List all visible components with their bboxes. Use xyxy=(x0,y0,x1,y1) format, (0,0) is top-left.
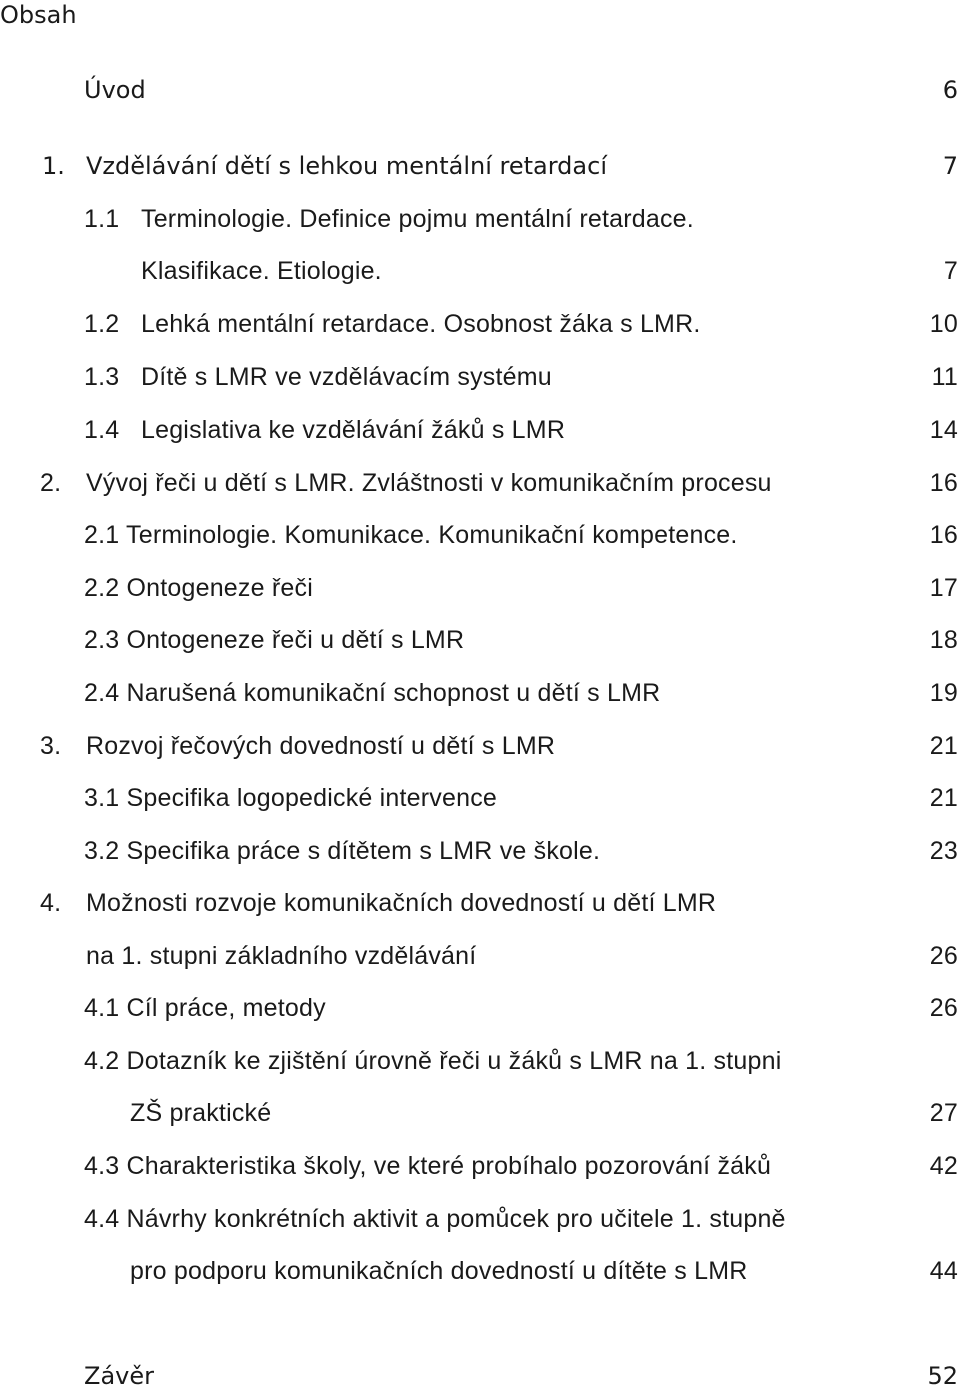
toc-entry-4-4-continued[interactable] xyxy=(0,1251,960,1291)
toc-title-continued: na 1. stupni základního vzdělávání xyxy=(86,942,477,970)
toc-entry-3-1[interactable] xyxy=(0,778,960,818)
toc-page-number: 23 xyxy=(929,837,958,865)
toc-entry-chapter-4[interactable] xyxy=(0,883,960,923)
toc-title: 2.2 Ontogeneze řeči xyxy=(84,574,313,602)
toc-entry-chapter-3[interactable] xyxy=(0,726,960,766)
toc-entry-chapter-4-continued[interactable] xyxy=(0,936,960,976)
toc-title: 4.4 Návrhy konkrétních aktivit a pomůcek pro učitele 1. stupně xyxy=(84,1205,786,1233)
toc-title: Legislativa ke vzdělávání žáků s LMR xyxy=(141,416,566,444)
toc-page-number: 16 xyxy=(929,521,958,549)
toc-entry-2-3[interactable] xyxy=(0,620,960,660)
toc-page-number: 16 xyxy=(929,469,958,497)
toc-title: 2.3 Ontogeneze řeči u dětí s LMR xyxy=(84,626,465,654)
toc-title: Vývoj řeči u dětí s LMR. Zvláštnosti v komunikačním procesu xyxy=(86,469,772,497)
toc-number: 1.4 xyxy=(84,416,120,444)
toc-entry-4-1[interactable] xyxy=(0,988,960,1028)
toc-entry-intro[interactable] xyxy=(0,70,960,110)
toc-entry-1-4[interactable] xyxy=(0,410,960,450)
toc-page-number: 26 xyxy=(929,942,958,970)
toc-entry-2-4[interactable] xyxy=(0,673,960,713)
toc-title: Terminologie. Definice pojmu mentální retardace. xyxy=(141,205,694,233)
toc-title-continued: Klasifikace. Etiologie. xyxy=(141,257,382,285)
toc-entry-chapter-2[interactable] xyxy=(0,463,960,503)
toc-entry-1-1[interactable] xyxy=(0,199,960,239)
toc-page-number: 14 xyxy=(929,416,958,444)
toc-title: Lehká mentální retardace. Osobnost žáka s LMR. xyxy=(141,310,701,338)
page-title: Obsah xyxy=(0,1,77,29)
toc-entry-4-2[interactable] xyxy=(0,1041,960,1081)
toc-title: 2.1 Terminologie. Komunikace. Komunikační kompetence. xyxy=(84,521,738,549)
toc-page-number: 17 xyxy=(929,574,958,602)
toc-number: 4. xyxy=(40,889,62,917)
toc-page-number: 52 xyxy=(927,1362,958,1390)
toc-title: Dítě s LMR ve vzdělávacím systému xyxy=(141,363,552,391)
toc-title: Vzdělávání dětí s lehkou mentální retardací xyxy=(86,152,607,180)
toc-number: 1. xyxy=(42,152,65,180)
toc-title: 3.1 Specifika logopedické intervence xyxy=(84,784,498,812)
toc-page-number: 6 xyxy=(942,76,958,104)
toc-page-number: 21 xyxy=(929,784,958,812)
toc-number: 2. xyxy=(40,469,62,497)
toc-title: 3.2 Specifika práce s dítětem s LMR ve škole. xyxy=(84,837,601,865)
toc-title-continued: ZŠ praktické xyxy=(130,1099,272,1127)
toc-page-number: 11 xyxy=(931,363,958,391)
toc-entry-chapter-1[interactable] xyxy=(0,146,960,186)
toc-entry-4-4[interactable] xyxy=(0,1199,960,1239)
toc-entry-1-3[interactable] xyxy=(0,357,960,397)
toc-number: 3. xyxy=(40,732,62,760)
toc-page-number: 7 xyxy=(943,257,958,285)
toc-page-number: 18 xyxy=(929,626,958,654)
toc-entry-conclusion[interactable] xyxy=(0,1356,960,1396)
toc-title: Možnosti rozvoje komunikačních dovedností u dětí LMR xyxy=(86,889,717,917)
toc-page-number: 10 xyxy=(929,310,958,338)
toc-title: 4.2 Dotazník ke zjištění úrovně řeči u žáků s LMR na 1. stupni xyxy=(84,1047,782,1075)
toc-entry-3-2[interactable] xyxy=(0,831,960,871)
toc-page-number: 26 xyxy=(929,994,958,1022)
toc-page-number: 27 xyxy=(929,1099,958,1127)
toc-page-number: 21 xyxy=(929,732,958,760)
toc-number: 1.2 xyxy=(84,310,120,338)
toc-number: 1.1 xyxy=(84,205,120,233)
toc-entry-2-1[interactable] xyxy=(0,515,960,555)
toc-title: 4.1 Cíl práce, metody xyxy=(84,994,326,1022)
toc-title: 4.3 Charakteristika školy, ve které probíhalo pozorování žáků xyxy=(84,1152,772,1180)
toc-title-continued: pro podporu komunikačních dovedností u dítěte s LMR xyxy=(130,1257,748,1285)
toc-entry-4-3[interactable] xyxy=(0,1146,960,1186)
toc-title: 2.4 Narušená komunikační schopnost u dětí s LMR xyxy=(84,679,661,707)
toc-title: Rozvoj řečových dovedností u dětí s LMR xyxy=(86,732,556,760)
toc-number: 1.3 xyxy=(84,363,120,391)
toc-page-number: 44 xyxy=(929,1257,958,1285)
toc-page-number: 42 xyxy=(929,1152,958,1180)
toc-entry-1-1-continued[interactable] xyxy=(0,251,960,291)
toc-page-number: 19 xyxy=(929,679,958,707)
toc-entry-2-2[interactable] xyxy=(0,568,960,608)
toc-title: Úvod xyxy=(84,76,146,104)
toc-entry-1-2[interactable] xyxy=(0,304,960,344)
toc-entry-4-2-continued[interactable] xyxy=(0,1093,960,1133)
toc-title: Závěr xyxy=(84,1362,154,1390)
toc-page-number: 7 xyxy=(942,152,958,180)
